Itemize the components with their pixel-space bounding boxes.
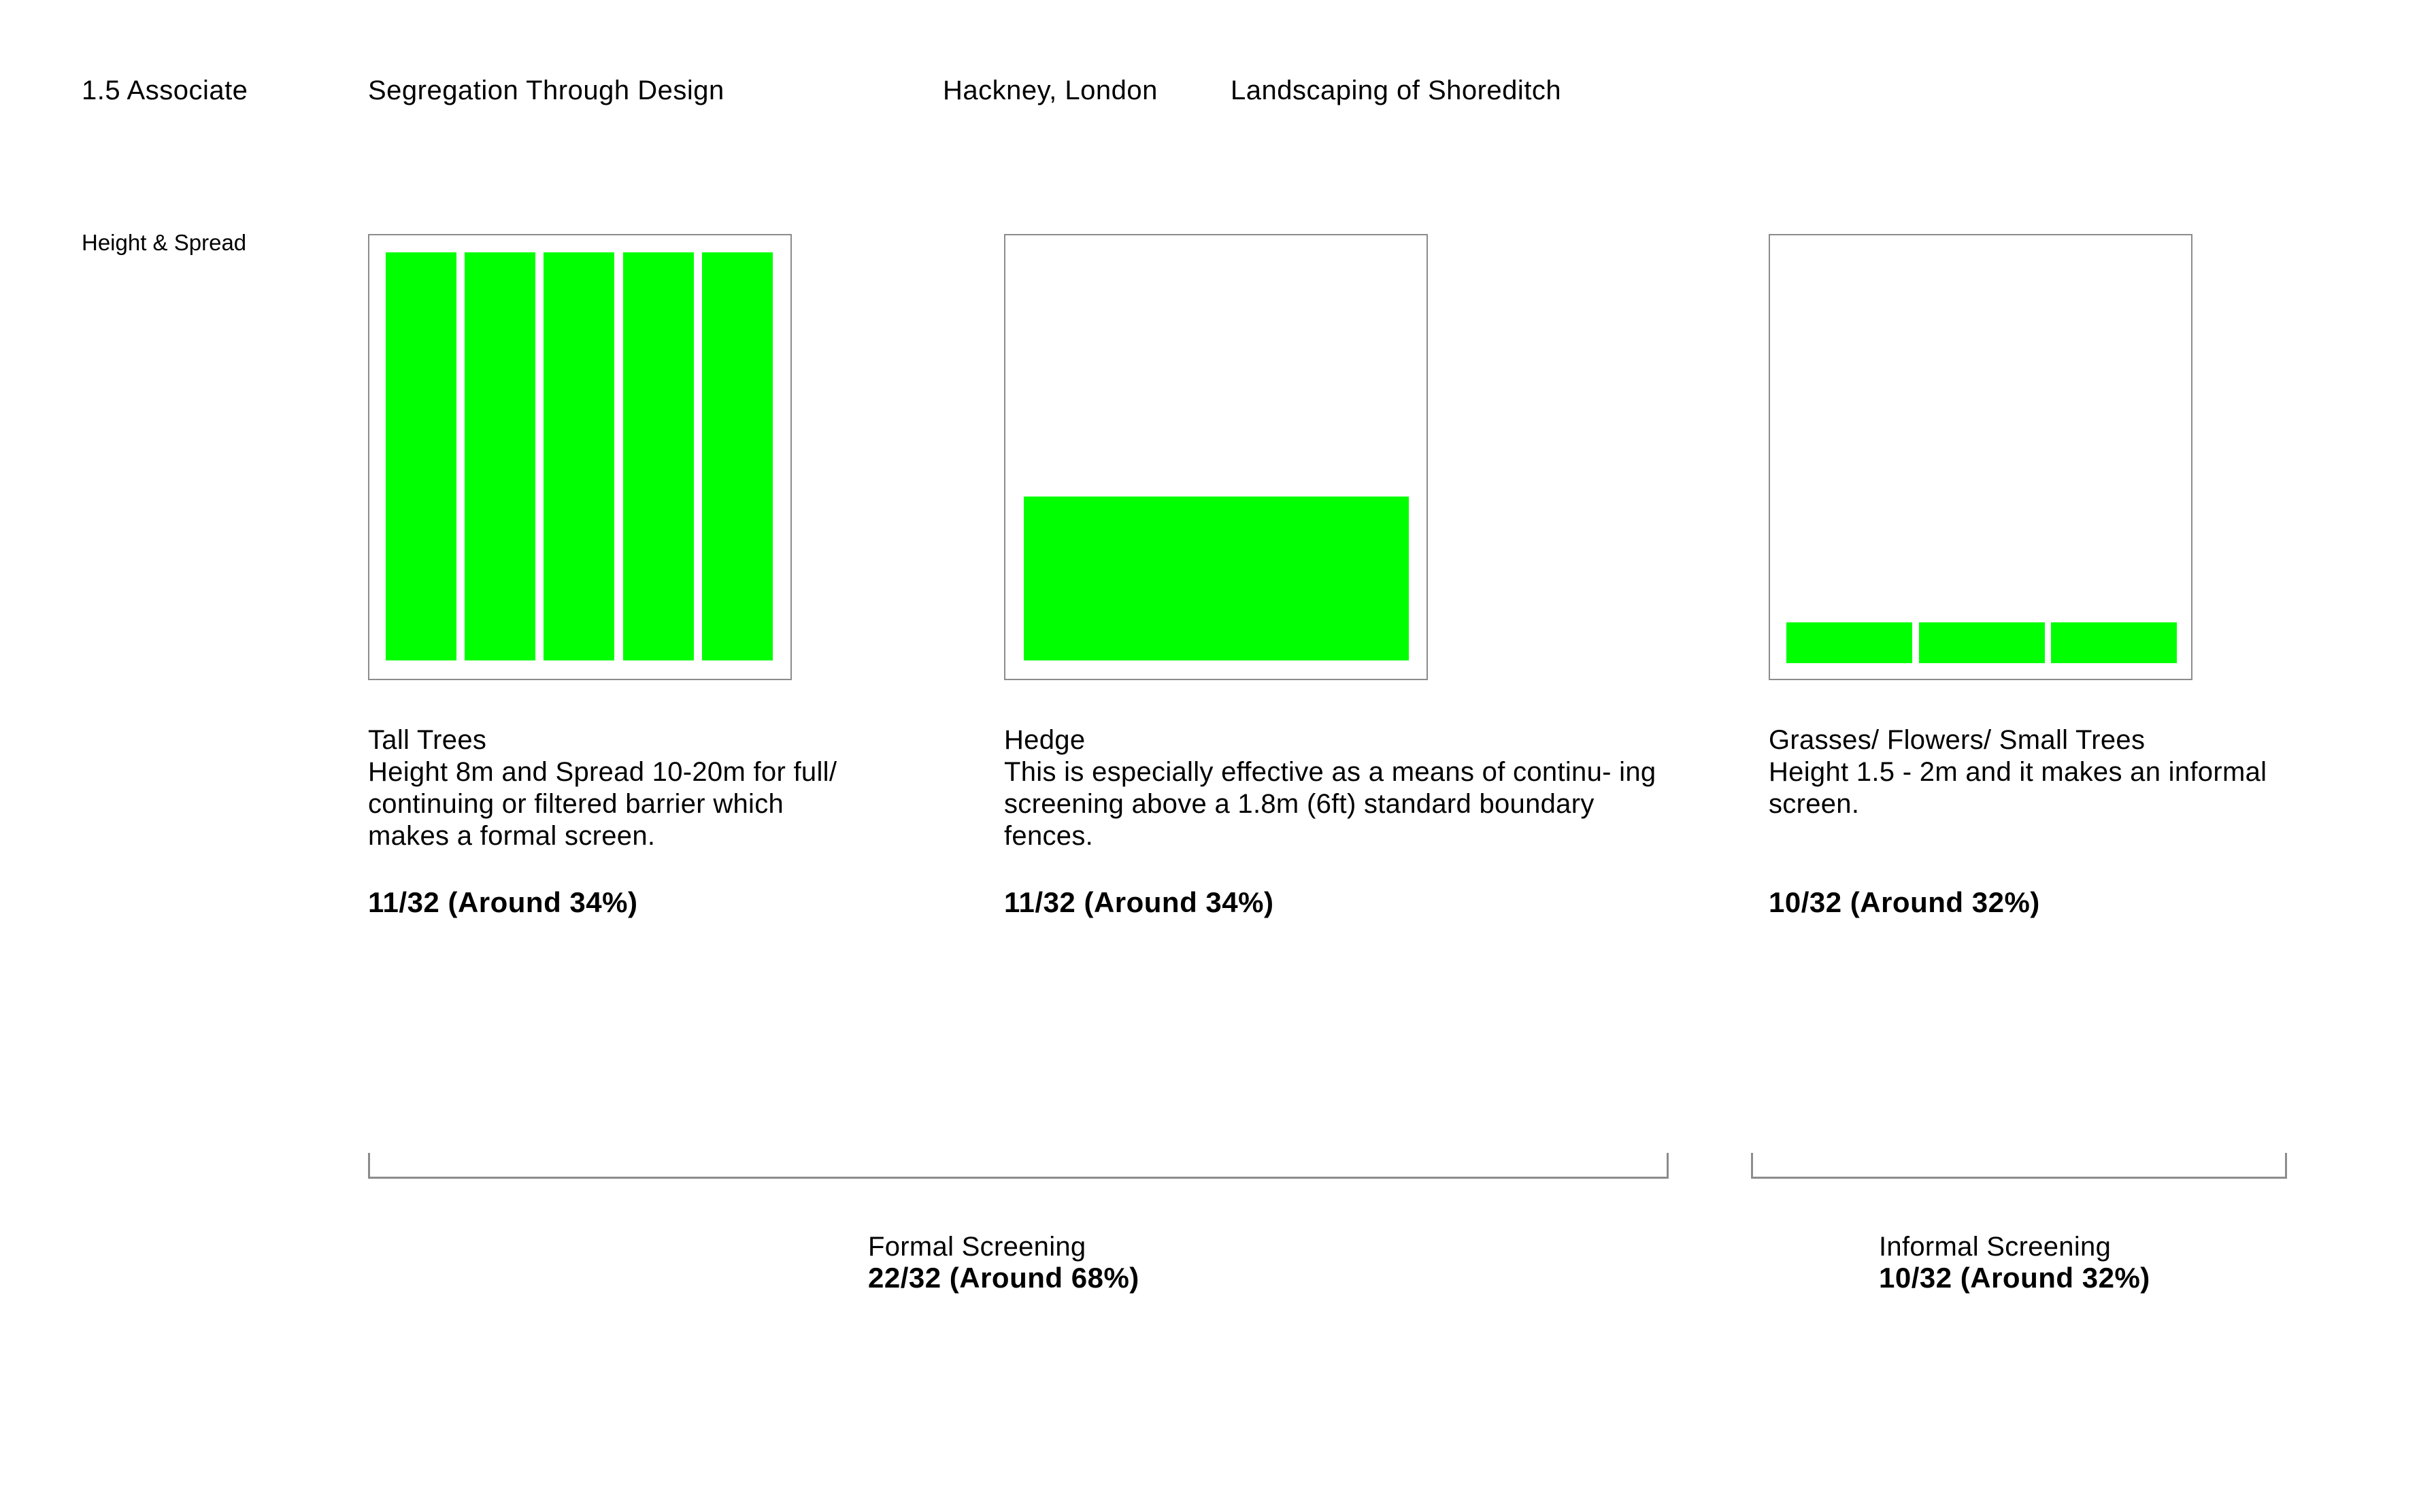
group-label: Formal Screening bbox=[868, 1232, 1086, 1262]
grasses-diagram bbox=[1769, 234, 2192, 680]
item-title: Tall Trees bbox=[368, 725, 487, 755]
item-stat: 11/32 (Around 34%) bbox=[1004, 886, 1274, 918]
item-description: Height 8m and Spread 10-20m for full/ continuing or filtered barrier which makes a formal screen. bbox=[368, 757, 837, 851]
item-title: Hedge bbox=[1004, 725, 1086, 755]
tree-bar bbox=[544, 252, 614, 660]
item-hedge bbox=[1004, 724, 1657, 852]
tree-bar bbox=[465, 252, 535, 660]
item-title: Grasses/ Flowers/ Small Trees bbox=[1769, 725, 2146, 755]
group-label: Informal Screening bbox=[1879, 1232, 2112, 1262]
tree-bar bbox=[702, 252, 773, 660]
tree-bar bbox=[386, 252, 456, 660]
informal-screening-bracket bbox=[1751, 1153, 2287, 1179]
group-stat: 10/32 (Around 32%) bbox=[1879, 1262, 2150, 1294]
item-grasses bbox=[1769, 724, 2306, 820]
tall-trees-diagram bbox=[368, 234, 792, 680]
group-stat: 22/32 (Around 68%) bbox=[868, 1262, 1139, 1294]
item-stat: 10/32 (Around 32%) bbox=[1769, 886, 2040, 918]
item-description: Height 1.5 - 2m and it makes an informal screen. bbox=[1769, 757, 2267, 819]
section-label: Height & Spread bbox=[82, 230, 247, 255]
header-title: Segregation Through Design bbox=[368, 75, 724, 105]
grass-block bbox=[1919, 622, 2045, 663]
item-stat: 11/32 (Around 34%) bbox=[368, 886, 638, 918]
header-number: 1.5 Associate bbox=[82, 75, 248, 105]
informal-screening-group bbox=[1879, 1231, 2150, 1294]
formal-screening-group bbox=[868, 1231, 1139, 1294]
tree-bar bbox=[623, 252, 694, 660]
hedge-block bbox=[1024, 497, 1409, 660]
header-subject: Landscaping of Shoreditch bbox=[1231, 75, 1562, 105]
item-description: This is especially effective as a means of continu- ing screening above a 1.8m (6ft) standard boundary fences. bbox=[1004, 757, 1656, 851]
header-location: Hackney, London bbox=[943, 75, 1158, 105]
grass-block bbox=[1786, 622, 1912, 663]
formal-screening-bracket bbox=[368, 1153, 1669, 1179]
hedge-diagram bbox=[1004, 234, 1428, 680]
grass-block bbox=[2051, 622, 2177, 663]
item-tall-trees bbox=[368, 724, 858, 852]
